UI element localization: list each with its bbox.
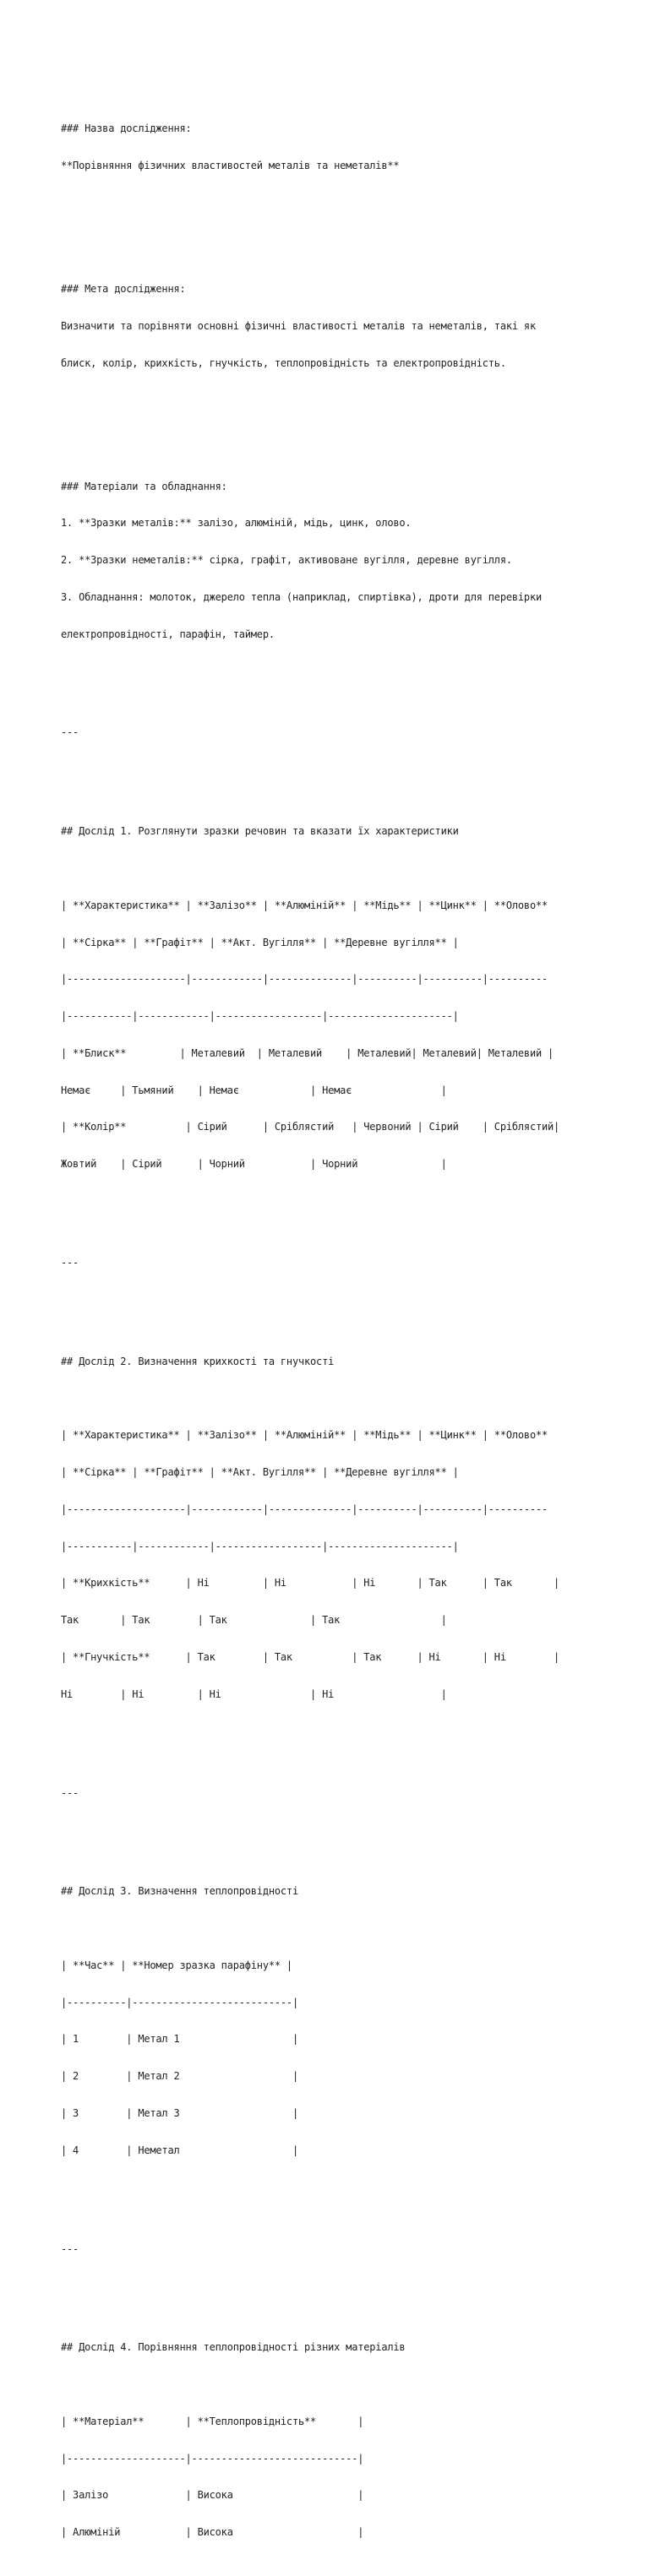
table-line: |--------------------|----------------------------|: [61, 2452, 364, 2465]
section-experiment-1: [61, 801, 559, 1195]
table-line: Ні | Ні | Ні | Ні |: [61, 1687, 447, 1700]
table-line: | 1 | Метал 1 |: [61, 2033, 298, 2046]
text-line: блиск, колір, крихкість, гнучкість, теплопровідність та електропровідність.: [61, 356, 506, 369]
section-experiment-3: [61, 1861, 559, 2181]
table-line: | **Крихкість** | Ні | Ні | Ні | Так | Так |: [61, 1577, 560, 1590]
divider: ---: [61, 1786, 79, 1799]
section-materials: [61, 455, 559, 665]
list-item: 1. **Зразки металів:** залізо, алюміній, мідь, цинк, олово.: [61, 517, 412, 530]
table-line: | 4 | Неметал |: [61, 2144, 298, 2156]
table-line: |-----------|------------|------------------|---------------------|: [61, 1540, 459, 1552]
table-line: | 3 | Метал 3 |: [61, 2106, 298, 2119]
section-experiment-4: [61, 2317, 559, 2563]
table-line: | **Гнучкість** | Так | Так | Так | Ні | Ні |: [61, 1651, 560, 1663]
list-item: 3. Обладнання: молоток, джерело тепла (наприклад, спиртівка), дроти для перевірки: [61, 590, 542, 603]
study-title: **Порівняння фізичних властивостей металів та неметалів**: [61, 160, 400, 172]
table-line: | **Час** | **Номер зразка парафіну** |: [61, 1959, 292, 1971]
list-item: 2. **Зразки неметалів:** сірка, графіт, активоване вугілля, деревне вугілля.: [61, 554, 512, 567]
table-line: | Залізо | Висока |: [61, 2489, 364, 2502]
table-line: | Алюміній | Висока |: [61, 2526, 364, 2539]
heading: ## Дослід 3. Визначення теплопровідності: [61, 1885, 298, 1898]
blank-line: [61, 1922, 559, 1935]
table-line: | **Матеріал** | **Теплопровідність** |: [61, 2415, 364, 2427]
table-line: Так | Так | Так | Так |: [61, 1614, 447, 1627]
text-line: Визначити та порівняти основні фізичні властивості металів та неметалів, такі як: [61, 319, 536, 332]
blank-line: [61, 862, 559, 875]
section-title: [61, 98, 559, 197]
heading: ### Мета дослідження:: [61, 283, 186, 296]
divider: ---: [61, 2242, 79, 2255]
table-line: Жовтий | Сірий | Чорний | Чорний |: [61, 1158, 447, 1171]
divider: ---: [61, 726, 79, 739]
heading: ## Дослід 1. Розглянути зразки речовин та вказати їх характеристики: [61, 825, 459, 838]
heading: ### Назва дослідження:: [61, 122, 192, 135]
document-page: [61, 73, 559, 2576]
table-line: | 2 | Метал 2 |: [61, 2070, 298, 2083]
heading: ### Матеріали та обладнання:: [61, 480, 227, 492]
blank-line: [61, 2378, 559, 2391]
blank-line: [61, 1393, 559, 1405]
table-line: | **Характеристика** | **Залізо** | **Алюміній** | **Мідь** | **Цинк** | **Олово**: [61, 899, 548, 911]
section-goal: [61, 258, 559, 394]
table-line: |----------|---------------------------|: [61, 1996, 298, 2008]
table-line: |--------------------|------------|--------------|----------|----------|----------: [61, 973, 548, 986]
section-experiment-2: [61, 1331, 559, 1725]
text-line: електропровідності, парафін, таймер.: [61, 628, 275, 640]
table-line: |--------------------|------------|--------------|----------|----------|----------: [61, 1503, 548, 1515]
table-line: | **Колір** | Сірий | Сріблястий | Червоний | Сірий | Сріблястий|: [61, 1121, 560, 1133]
divider: ---: [61, 1257, 79, 1269]
table-line: | **Сірка** | **Графіт** | **Акт. Вугілля** | **Деревне вугілля** |: [61, 936, 459, 948]
heading: ## Дослід 4. Порівняння теплопровідності різних матеріалів: [61, 2341, 406, 2354]
table-line: | **Характеристика** | **Залізо** | **Алюміній** | **Мідь** | **Цинк** | **Олово**: [61, 1429, 548, 1442]
table-line: | **Блиск** | Металевий | Металевий | Металевий| Металевий| Металевий |: [61, 1046, 554, 1059]
table-line: Немає | Тьмяний | Немає | Немає |: [61, 1084, 447, 1096]
heading: ## Дослід 2. Визначення крихкості та гнучкості: [61, 1355, 335, 1367]
table-line: | **Сірка** | **Графіт** | **Акт. Вугілля** | **Деревне вугілля** |: [61, 1466, 459, 1479]
table-line: |-----------|------------|------------------|---------------------|: [61, 1010, 459, 1023]
